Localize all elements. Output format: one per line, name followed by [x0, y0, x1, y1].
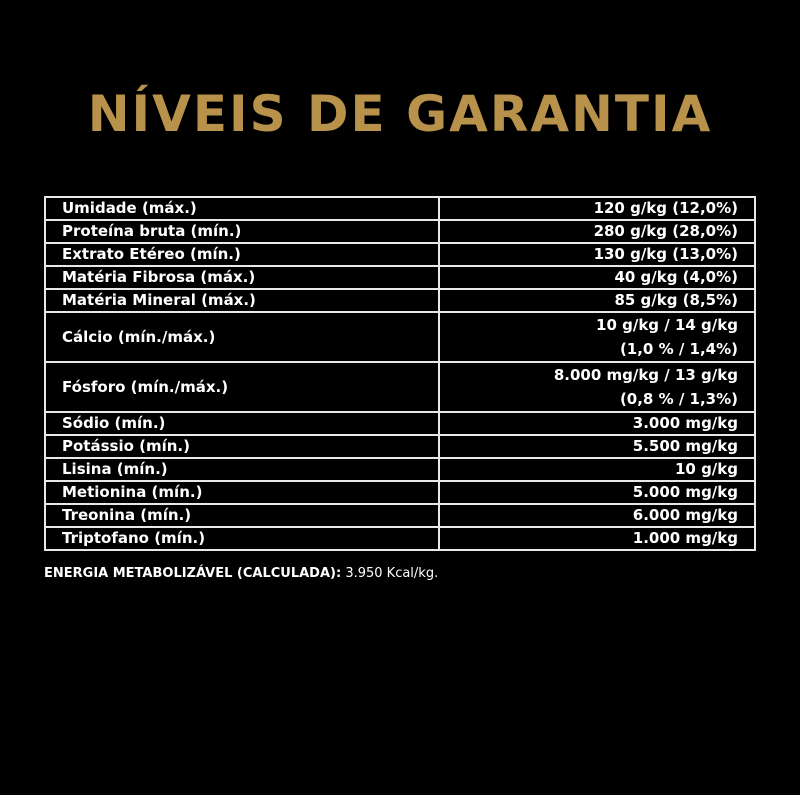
row-label: Sódio (mín.)	[45, 412, 439, 435]
row-value	[439, 312, 755, 362]
guarantee-table-container	[44, 196, 756, 551]
row-label: Treonina (mín.)	[45, 504, 439, 527]
row-value: 6.000 mg/kg	[439, 504, 755, 527]
row-value: 280 g/kg (28,0%)	[439, 220, 755, 243]
row-label: Metionina (mín.)	[45, 481, 439, 504]
row-label: Proteína bruta (mín.)	[45, 220, 439, 243]
energy-value: 3.950 Kcal/kg.	[341, 566, 439, 581]
row-value: 85 g/kg (8,5%)	[439, 289, 755, 312]
row-label: Lisina (mín.)	[45, 458, 439, 481]
table-row	[45, 220, 755, 243]
row-value: 5.500 mg/kg	[439, 435, 755, 458]
energy-footnote	[44, 566, 438, 581]
table-row	[45, 243, 755, 266]
table-row	[45, 266, 755, 289]
table-row	[45, 289, 755, 312]
table-row	[45, 481, 755, 504]
row-value: 1.000 mg/kg	[439, 527, 755, 550]
row-label: Umidade (máx.)	[45, 197, 439, 220]
row-value: 3.000 mg/kg	[439, 412, 755, 435]
table-row	[45, 527, 755, 550]
guarantee-table	[44, 196, 756, 551]
row-value-line: 10 g/kg / 14 g/kg	[596, 316, 738, 334]
row-label: Matéria Fibrosa (máx.)	[45, 266, 439, 289]
table-row	[45, 312, 755, 362]
row-value: 130 g/kg (13,0%)	[439, 243, 755, 266]
row-value: 120 g/kg (12,0%)	[439, 197, 755, 220]
row-value-line: (0,8 % / 1,3%)	[619, 390, 738, 408]
table-row	[45, 504, 755, 527]
energy-label: ENERGIA METABOLIZÁVEL (CALCULADA):	[44, 566, 342, 581]
row-value-line: (1,0 % / 1,4%)	[619, 340, 738, 358]
table-row	[45, 458, 755, 481]
row-label: Triptofano (mín.)	[45, 527, 439, 550]
row-label: Potássio (mín.)	[45, 435, 439, 458]
table-row	[45, 435, 755, 458]
row-label: Fósforo (mín./máx.)	[45, 362, 439, 412]
table-row	[45, 197, 755, 220]
row-value: 10 g/kg	[439, 458, 755, 481]
row-label: Cálcio (mín./máx.)	[45, 312, 439, 362]
table-row	[45, 412, 755, 435]
row-value	[439, 362, 755, 412]
row-label: Matéria Mineral (máx.)	[45, 289, 439, 312]
row-label: Extrato Etéreo (mín.)	[45, 243, 439, 266]
row-value: 40 g/kg (4,0%)	[439, 266, 755, 289]
page-title: NÍVEIS DE GARANTIA	[87, 85, 713, 143]
table-row	[45, 362, 755, 412]
row-value: 5.000 mg/kg	[439, 481, 755, 504]
row-value-line: 8.000 mg/kg / 13 g/kg	[553, 366, 738, 384]
